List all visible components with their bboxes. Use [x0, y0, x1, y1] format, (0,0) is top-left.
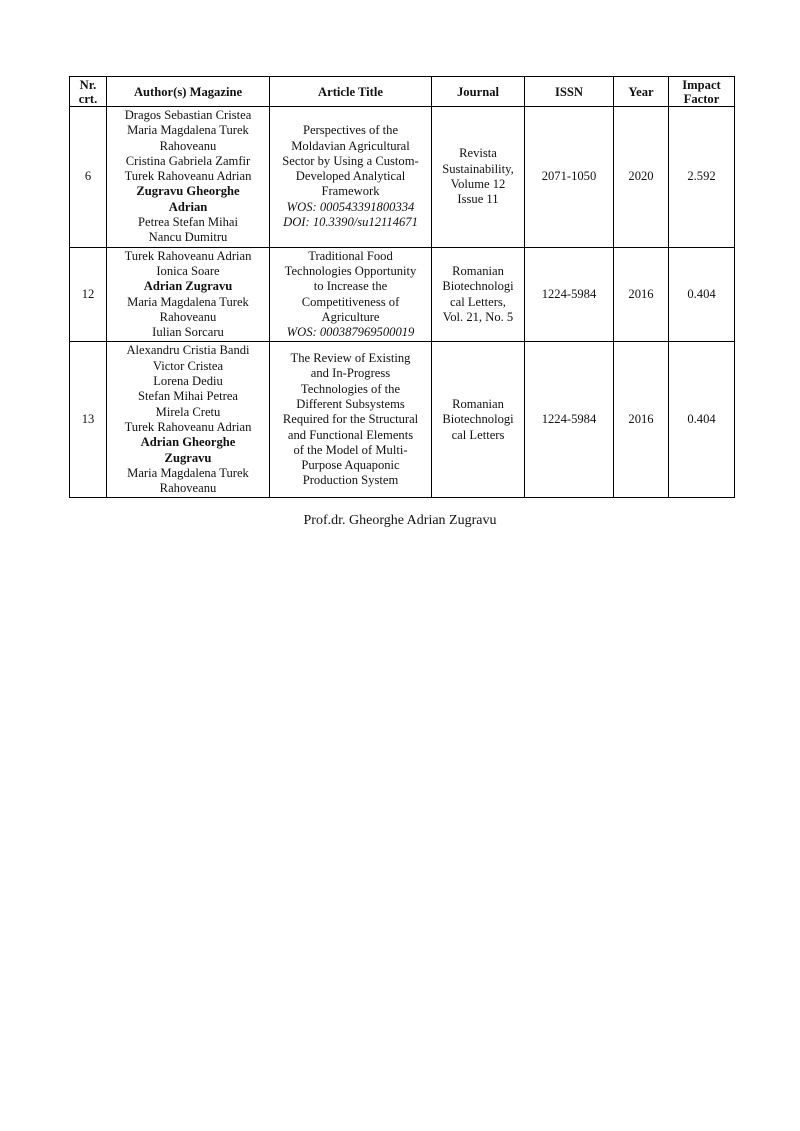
journal-line: Romanian [452, 396, 504, 411]
journal-line: Romanian [452, 263, 504, 278]
cell-impact-factor: 2.592 [669, 107, 735, 248]
cell-year: 2016 [614, 247, 669, 342]
title-line: Production System [302, 473, 399, 488]
table-body [70, 107, 735, 498]
header-issn: ISSN [525, 77, 614, 107]
cell-impact-factor: 0.404 [669, 342, 735, 498]
title-line: The Review of Existing [290, 351, 411, 366]
journal-line: Biotechnologi [442, 279, 514, 294]
author-line: Maria Magdalena Turek [127, 123, 249, 138]
title-line: Sector by Using a Custom- [282, 153, 419, 168]
cell-journal [432, 107, 525, 248]
title-line: Framework [321, 184, 380, 199]
author-line: Lorena Dediu [153, 374, 223, 389]
cell-year: 2016 [614, 342, 669, 498]
title-line: to Increase the [313, 279, 388, 294]
publications-table [69, 76, 735, 498]
journal-line: Issue 11 [457, 192, 499, 207]
author-line: Maria Magdalena Turek [127, 294, 249, 309]
cell-nr-crt: 12 [70, 247, 107, 342]
author-line: Zugravu [164, 450, 212, 465]
header-year: Year [614, 77, 669, 107]
cell-authors [107, 247, 270, 342]
header-article-title: Article Title [270, 77, 432, 107]
cell-impact-factor: 0.404 [669, 247, 735, 342]
cell-nr-crt: 6 [70, 107, 107, 248]
title-line: WOS: 000387969500019 [286, 325, 415, 340]
header-journal: Journal [432, 77, 525, 107]
title-line: Technologies of the [300, 381, 401, 396]
title-line: and Functional Elements [287, 427, 414, 442]
author-line: Cristina Gabriela Zamfir [125, 153, 251, 168]
author-line: Adrian Gheorghe [140, 435, 236, 450]
title-line: and In-Progress [310, 366, 391, 381]
title-line: DOI: 10.3390/su12114671 [283, 215, 418, 230]
author-line: Stefan Mihai Petrea [137, 389, 239, 404]
journal-line: Volume 12 [450, 176, 506, 191]
journal-line: Revista [459, 146, 497, 161]
header-nr-crt: Nr. crt. [70, 77, 107, 107]
cell-year: 2020 [614, 107, 669, 248]
title-line: Required for the Structural [282, 412, 419, 427]
title-line: WOS: 000543391800334 [286, 199, 415, 214]
signature: Prof.dr. Gheorghe Adrian Zugravu [303, 513, 497, 528]
author-line: Dragos Sebastian Cristea [124, 108, 252, 122]
journal-line: Vol. 21, No. 5 [442, 309, 514, 324]
author-line: Petrea Stefan Mihai [137, 215, 239, 230]
author-line: Zugravu Gheorghe [136, 184, 240, 199]
author-line: Ionica Soare [156, 263, 220, 278]
title-line: Developed Analytical [295, 169, 406, 184]
table-header-row [70, 77, 735, 107]
title-line: Traditional Food [308, 248, 393, 263]
header-impact-factor: Impact Factor [669, 77, 735, 107]
table-row [70, 107, 735, 248]
author-line: Mirela Cretu [155, 404, 221, 419]
title-line: Agriculture [321, 309, 380, 324]
header-authors: Author(s) Magazine [107, 77, 270, 107]
author-line: Rahoveanu [159, 138, 217, 153]
title-line: Moldavian Agricultural [291, 138, 410, 153]
journal-line: cal Letters [451, 427, 505, 442]
author-line: Alexandru Cristia Bandi [126, 343, 250, 358]
cell-article-title [270, 247, 432, 342]
title-line: Purpose Aquaponic [301, 458, 400, 473]
author-line: Nancu Dumitru [148, 230, 228, 245]
author-line: Turek Rahoveanu Adrian [124, 169, 252, 184]
cell-article-title [270, 342, 432, 498]
journal-line: Biotechnologi [442, 412, 514, 427]
cell-issn: 1224-5984 [525, 342, 614, 498]
title-line: of the Model of Multi- [293, 442, 408, 457]
title-line: Competitiveness of [301, 294, 400, 309]
title-line: Different Subsystems [296, 396, 405, 411]
author-line: Turek Rahoveanu Adrian [124, 419, 252, 434]
cell-authors [107, 107, 270, 248]
author-line: Maria Magdalena Turek [127, 465, 249, 480]
cell-journal [432, 247, 525, 342]
author-line: Turek Rahoveanu Adrian [124, 248, 252, 263]
table-row [70, 342, 735, 498]
journal-line: cal Letters, [450, 294, 506, 309]
author-line: Iulian Sorcaru [152, 325, 224, 340]
cell-article-title [270, 107, 432, 248]
author-line: Adrian [168, 199, 208, 214]
author-line: Victor Cristea [152, 358, 224, 373]
cell-authors [107, 342, 270, 498]
author-line: Adrian Zugravu [143, 279, 233, 294]
author-line: Rahoveanu [159, 481, 217, 496]
title-line: Technologies Opportunity [284, 263, 417, 278]
cell-nr-crt: 13 [70, 342, 107, 498]
cell-issn: 2071-1050 [525, 107, 614, 248]
cell-issn: 1224-5984 [525, 247, 614, 342]
cell-journal [432, 342, 525, 498]
author-line: Rahoveanu [159, 309, 217, 324]
table-row [70, 247, 735, 342]
title-line: Perspectives of the [302, 123, 399, 138]
journal-line: Sustainability, [442, 161, 514, 176]
